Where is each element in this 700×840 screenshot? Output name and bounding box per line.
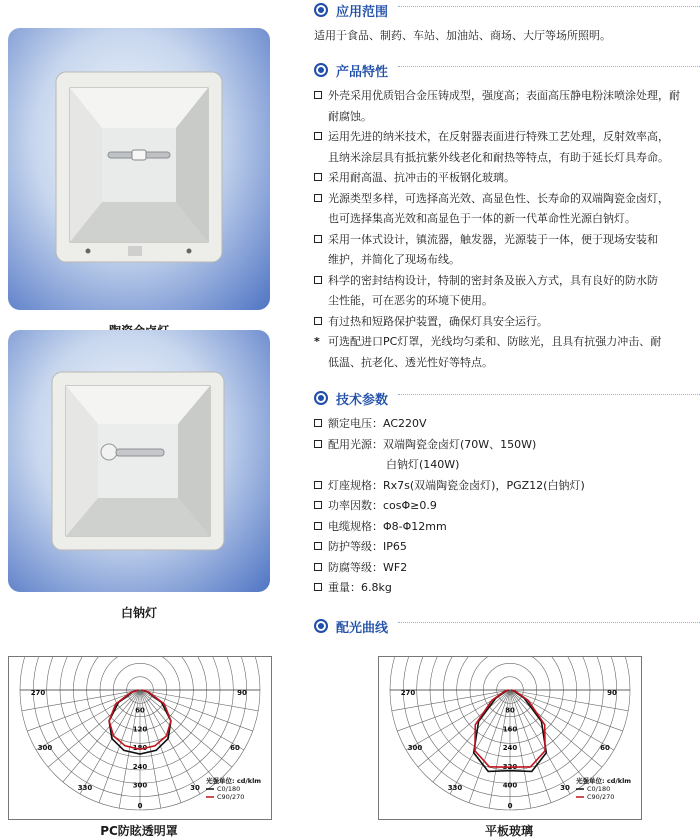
square-bullet-icon (314, 414, 328, 435)
radial-tick-label: 120 (132, 725, 148, 734)
polar-chart-caption-2: 平板玻璃 (484, 824, 533, 838)
list-item-text: 也可选择集高光效和高显色于一体的新一代革命性光源白钠灯。 (328, 212, 636, 225)
radial-tick-label: 60 (135, 706, 145, 715)
section-title: 配光曲线 (336, 620, 389, 636)
legend-unit: 光强单位: cd/klm (206, 777, 262, 785)
list-item-text: 灯座规格：Rx7s(双端陶瓷金卤灯)，PGZ12(白钠灯) (328, 478, 585, 492)
list-item (314, 127, 700, 148)
list-item (314, 230, 700, 251)
square-bullet-icon (314, 250, 328, 271)
square-bullet-icon (314, 537, 328, 558)
angle-label: 90 (237, 689, 247, 697)
radial-tick-label: 320 (502, 762, 518, 771)
list-item-text: 可选配进口PC灯罩，光线均匀柔和、防眩光，且具有抗强力冲击、耐 (328, 335, 662, 348)
list-item-text: 采用耐高温、抗冲击的平板钢化玻璃。 (328, 171, 515, 184)
square-bullet-icon (314, 168, 328, 189)
application-text: 适用于食品、制药、车站、加油站、商场、大厅等场所照明。 (314, 29, 611, 42)
list-item (314, 86, 700, 107)
list-item (314, 209, 700, 230)
square-bullet-icon (314, 558, 328, 579)
list-item-text: 运用先进的纳米技术，在反射器表面进行特殊工艺处理，反射效率高， (328, 130, 669, 143)
section-rule (398, 622, 700, 631)
section-title: 产品特性 (336, 64, 389, 80)
legend-entry: C0/180 (587, 785, 611, 793)
list-item (314, 332, 700, 353)
angle-label: 330 (447, 784, 463, 792)
angle-label: 0 (137, 802, 143, 810)
square-bullet-icon (314, 86, 328, 107)
radial-tick-label: 240 (132, 762, 148, 771)
square-bullet-icon (314, 578, 328, 599)
legend-entry: C90/270 (587, 793, 615, 801)
square-bullet-icon (314, 127, 328, 148)
list-item (314, 578, 700, 599)
polar-chart-flat-glass (378, 656, 642, 820)
list-item (314, 476, 700, 497)
angle-label: 300 (407, 744, 423, 752)
angle-label: 30 (560, 784, 570, 792)
legend-entry: C0/180 (217, 785, 241, 793)
section-title: 应用范围 (336, 4, 389, 20)
square-bullet-icon (314, 435, 328, 456)
angle-label: 60 (230, 744, 240, 752)
section-header (314, 388, 700, 408)
list-item (314, 250, 700, 271)
section-rule (398, 394, 700, 403)
square-bullet-icon (314, 496, 328, 517)
product-caption-2: 白钠灯 (120, 606, 157, 620)
square-bullet-icon (314, 271, 328, 292)
square-bullet-icon (314, 291, 328, 312)
curves-section (314, 616, 700, 636)
list-item-text: 功率因数：cosΦ≥0.9 (328, 499, 437, 512)
radial-tick-label: 400 (502, 781, 518, 790)
section-header (314, 0, 700, 20)
section-header (314, 60, 700, 80)
angle-label: 300 (37, 744, 53, 752)
list-item (314, 271, 700, 292)
square-bullet-icon (314, 230, 328, 251)
list-item (314, 107, 700, 128)
square-bullet-icon (314, 312, 328, 333)
list-item (314, 455, 700, 476)
star-bullet-icon: * (314, 335, 320, 348)
features-section (314, 60, 700, 373)
polar-chart-pc-cover (8, 656, 272, 820)
angle-label: 30 (190, 784, 200, 792)
angle-label: 270 (400, 689, 416, 697)
list-item-text: 且纳米涂层具有抵抗紫外线老化和耐热等特点，有助于延长灯具寿命。 (328, 150, 669, 164)
square-bullet-icon (314, 189, 328, 210)
polar-chart-caption-1: PC防眩透明罩 (100, 824, 178, 838)
list-item-text: 维护，并简化了现场布线。 (328, 253, 460, 266)
list-item-text: 白钠灯(140W) (386, 458, 460, 471)
list-item-text: 配用光源：双端陶瓷金卤灯(70W、150W) (328, 437, 537, 451)
list-item-text: 防护等级：IP65 (328, 540, 407, 553)
white-sodium-lamp-photo (8, 330, 270, 592)
list-item (314, 168, 700, 189)
section-bullet-icon (314, 619, 328, 633)
floodlight-illustration (8, 330, 270, 592)
feature-list (314, 86, 700, 373)
angle-label: 0 (507, 802, 513, 810)
list-item-text: 采用一体式设计，镇流器，触发器，光源装于一体，便于现场安装和 (328, 232, 658, 246)
square-bullet-icon (314, 209, 328, 230)
section-title: 技术参数 (336, 392, 389, 408)
list-item (314, 496, 700, 517)
list-item (314, 435, 700, 456)
polar-chart-svg (379, 657, 641, 819)
list-item-text: 电缆规格：Φ8-Φ12mm (328, 519, 447, 533)
list-item-text: 防腐等级：WF2 (328, 560, 408, 574)
section-bullet-icon (314, 391, 328, 405)
square-bullet-icon (314, 476, 328, 497)
parameters-section (314, 388, 700, 599)
list-item-text: 有过热和短路保护装置，确保灯具安全运行。 (328, 314, 548, 328)
angle-label: 330 (77, 784, 93, 792)
radial-tick-label: 160 (502, 725, 518, 734)
list-item (314, 537, 700, 558)
legend-entry: C90/270 (217, 793, 245, 801)
square-bullet-icon (314, 517, 328, 538)
list-item (314, 189, 700, 210)
list-item (314, 148, 700, 169)
radial-tick-label: 300 (132, 781, 148, 790)
square-bullet-icon (314, 107, 328, 128)
radial-tick-label: 80 (505, 706, 515, 715)
list-item-text: 光源类型多样，可选择高光效、高显色性、长寿命的双端陶瓷金卤灯， (328, 191, 669, 205)
square-bullet-icon (314, 148, 328, 169)
list-item (314, 558, 700, 579)
angle-label: 270 (30, 689, 46, 697)
list-item-text: 外壳采用优质铝合金压铸成型，强度高；表面高压静电粉沫喷涂处理，耐 (328, 89, 680, 102)
list-item-text: 尘性能，可在恶劣的环境下使用。 (328, 294, 493, 307)
radial-tick-label: 180 (132, 744, 148, 753)
angle-label: 90 (607, 689, 617, 697)
polar-chart-svg (9, 657, 271, 819)
list-item (314, 291, 700, 312)
section-bullet-icon (314, 63, 328, 77)
floodlight-illustration (8, 28, 270, 310)
angle-label: 60 (600, 744, 610, 752)
legend-unit: 光强单位: cd/klm (576, 777, 632, 785)
list-item-text: 低温、抗老化、透光性好等特点。 (328, 355, 493, 369)
section-rule (398, 6, 700, 15)
parameter-list (314, 414, 700, 599)
square-bullet-icon (314, 353, 328, 374)
list-item-text: 耐腐蚀。 (328, 109, 372, 123)
ceramic-metal-halide-lamp-photo (8, 28, 270, 310)
radial-tick-label: 240 (502, 744, 518, 753)
list-item (314, 517, 700, 538)
list-item-text: 额定电压：AC220V (328, 417, 427, 430)
list-item (314, 312, 700, 333)
section-rule (398, 66, 700, 75)
section-bullet-icon (314, 3, 328, 17)
square-bullet-icon (314, 455, 328, 476)
list-item-text: 重量：6.8kg (328, 581, 392, 594)
list-item (314, 353, 700, 374)
application-section (314, 0, 700, 47)
list-item-text: 科学的密封结构设计，特制的密封条及嵌入方式，具有良好的防水防 (328, 273, 658, 287)
list-item (314, 414, 700, 435)
section-header (314, 616, 700, 636)
